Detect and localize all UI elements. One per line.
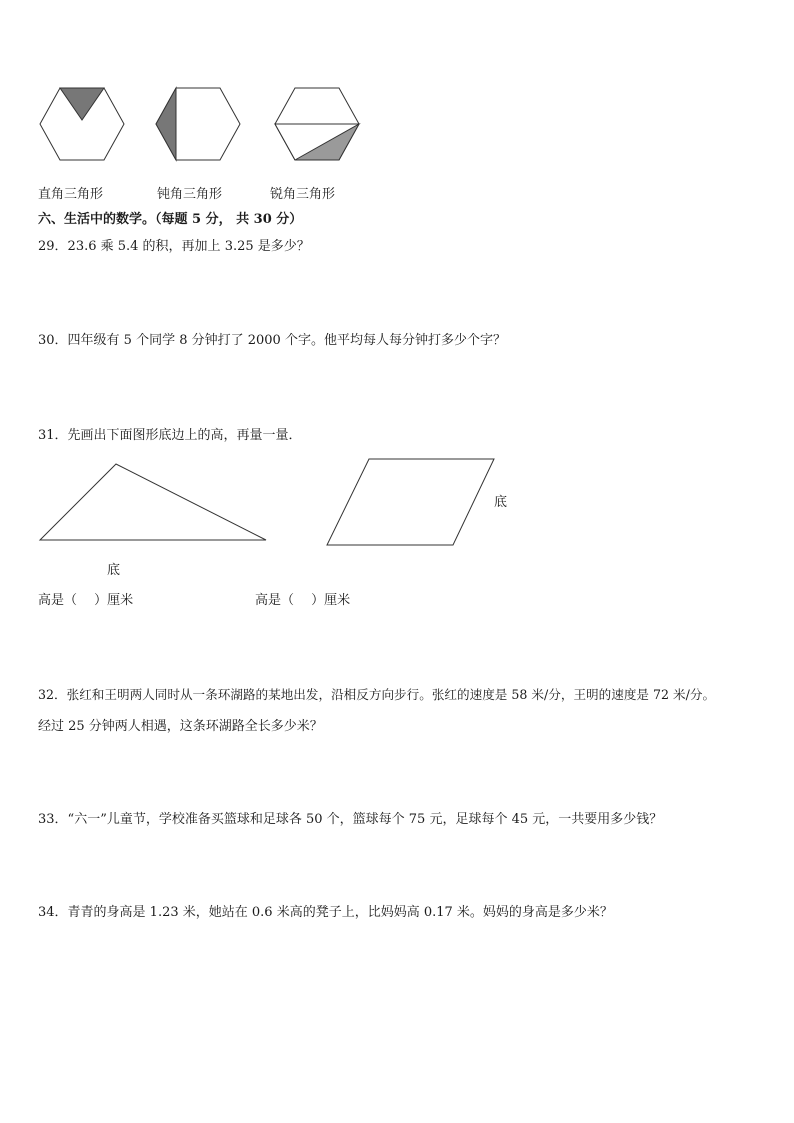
question-32-line-1: 32．张红和王明两人同时从一条环湖路的某地出发，沿相反方向步行。张红的速度是 58 米/分，王明的速度是 72 米/分。 [38, 687, 716, 702]
caption-acute-triangle: 锐角三角形 [270, 187, 336, 202]
question-30: 30．四年级有 5 个同学 8 分钟打了 2000 个字。他平均每人每分钟打多少个字？ [38, 333, 506, 348]
hexagon-right-triangle [38, 86, 128, 166]
section-6-title: 六、生活中的数学。（每题 5 分， 共 30 分） [38, 212, 303, 227]
question-33: 33．“六一”儿童节，学校准备买篮球和足球各 50 个，篮球每个 75 元，足球每个 45 元，一共要用多少钱？ [38, 812, 663, 827]
caption-obtuse-triangle: 钝角三角形 [157, 187, 223, 202]
question-31: 31．先画出下面图形底边上的高，再量一量． [38, 428, 302, 443]
parallelogram-base-label: 底 [494, 495, 508, 510]
triangle-height-answer: 高是（ ）厘米 [38, 593, 134, 608]
parallelogram-height-answer: 高是（ ）厘米 [255, 593, 351, 608]
question-32-line-2: 经过 25 分钟两人相遇，这条环湖路全长多少米？ [38, 719, 323, 734]
question-34: 34．青青的身高是 1.23 米，她站在 0.6 米高的凳子上，比妈妈高 0.17 米。妈妈的身高是多少米？ [38, 905, 613, 920]
triangle-figure [36, 460, 276, 550]
caption-right-triangle: 直角三角形 [38, 187, 104, 202]
question-29: 29．23.6 乘 5.4 的积，再加上 3.25 是多少？ [38, 239, 310, 254]
hexagon-acute-triangle [273, 86, 363, 166]
hexagon-obtuse-triangle [154, 86, 244, 166]
parallelogram-figure [323, 456, 503, 548]
triangle-base-label: 底 [107, 563, 121, 578]
